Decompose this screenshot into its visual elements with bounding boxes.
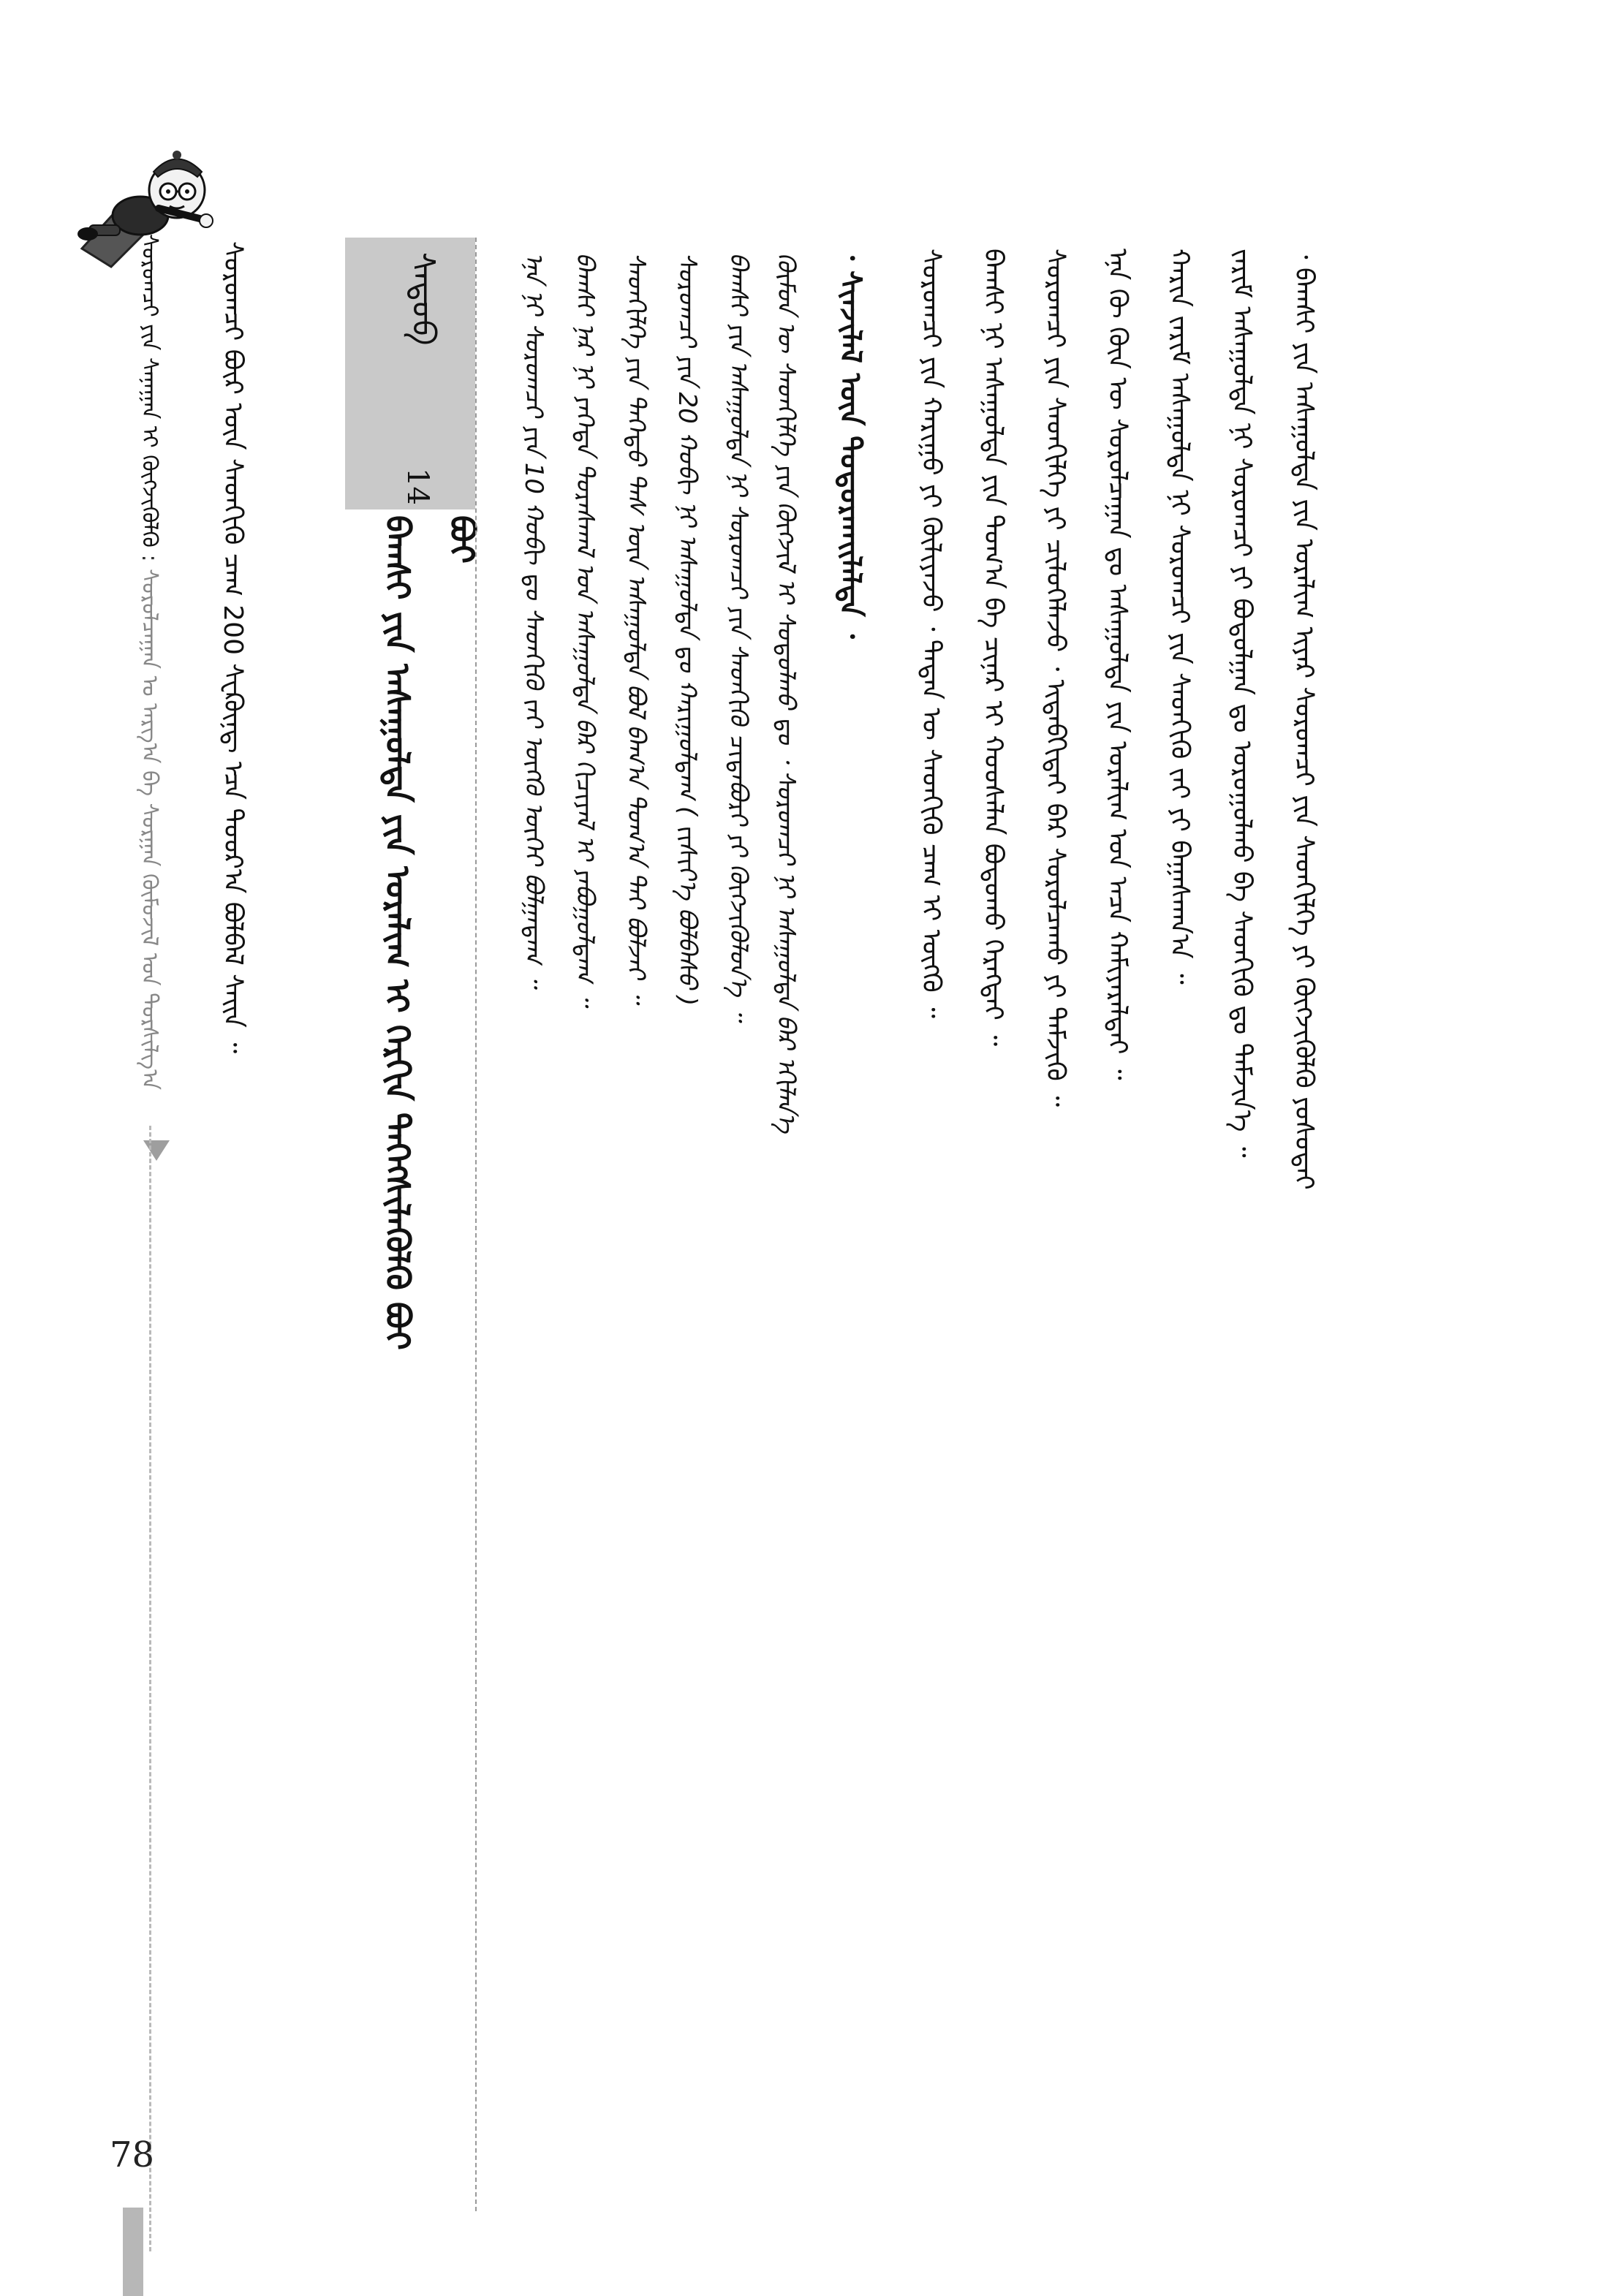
header-divider — [149, 1126, 151, 2251]
page-number: 78 — [110, 2134, 155, 2175]
bullet-heading: ᠂ ᠰᠢᠨᠵᠢᠯᠡᠯ ᠦᠨ ᠲᠣᠳᠣᠷᠬᠠᠢᠯᠠᠯᠲᠠ ᠂ — [833, 249, 867, 639]
body-column-2: ᠪᠠᠭᠰᠢ ᠨᠢ ᠠᠰᠠᠭᠤᠯᠲᠠ ᠶᠢᠨ ᠲᠣᠭ᠎ᠠ ᠪᠠ ᠴᠢᠨᠠᠷ ᠢ ᠬᠣᠣᠰᠠᠯᠠᠨ ᠪᠣᠳᠣᠬᠤ ᠬᠡᠷᠡᠭᠲᠡᠢ ᠃ — [978, 249, 1008, 1047]
closing-column: ᠰᠤᠷᠤᠭᠴᠢ ᠪᠦᠷ ᠦᠨ ᠰᠡᠳᠬᠢᠬᠦ ᠴᠠᠭ 200 ᠰᠸᠺᠦ᠋ᠨ᠋ᠳ᠋ ᠡᠴᠡ ᠳᠣᠣᠷ᠎ᠠ ᠪᠣᠯᠪᠠᠯ ᠰᠠᠢᠨ ᠃ — [218, 241, 248, 1054]
cursive-column-5: ᠪᠠᠭᠰᠢ ᠶᠢᠨ ᠠᠰᠠᠭᠤᠯᠲᠠ ᠨᠢ ᠰᠤᠷᠤᠭᠴᠢ ᠶᠢᠨ ᠰᠡᠳᠬᠢᠬᠦ ᠴᠢᠳᠠᠪᠤᠷᠢ ᠶᠢ ᠬᠥᠭᠵᠢᠭᠦᠯᠦᠨ᠎ᠡ ᠃ — [724, 252, 753, 1021]
body-column-3: ᠰᠤᠷᠤᠭᠴᠢ ᠶᠢᠨ ᠰᠡᠳᠬᠢᠯᠭᠡ ᠶᠢ ᠴᠢᠯᠦᠭᠡᠯᠡᠵᠦ ᠂ ᠢᠳᠡᠪᠬᠢᠲᠡᠢ ᠪᠡᠷ ᠰᠤᠷᠤᠯᠴᠠᠬᠤ ᠶᠢ ᠳᠡᠮᠵᠢᠬᠦ ᠃ — [1040, 249, 1070, 1107]
corner-tab — [123, 2208, 143, 2296]
body-column-7: ᠂ ᠪᠠᠭᠰᠢ ᠶᠢᠨ ᠠᠰᠠᠭᠤᠯᠲᠠ ᠶᠢᠨ ᠤᠷᠠᠯᠢᠭ ᠢᠶᠠᠷ ᠰᠤᠷᠤᠭᠴᠢ ᠶᠢᠨ ᠰᠡᠳᠬᠢᠯᠭᠡ ᠶᠢ ᠬᠥᠭᠵᠢᠭᠦᠯᠬᠦ ᠶᠤᠰᠤᠲᠠᠢ — [1289, 249, 1319, 1190]
running-head: ᠰᠤᠷᠤᠭᠴᠢ ᠶᠢᠨ ᠰᠠᠨᠠᠭᠠᠨ ᠢ ᠬᠥᠭᠵᠢᠭᠦᠯᠬᠦ : ᠰᠤᠷᠤᠯᠴᠠᠭᠠᠨ ᠤ ᠠᠷᠭ᠎ᠠ ᠪᠠ ᠰᠤᠷᠭᠠᠨ ᠬᠦᠮᠦᠵᠢᠯ ᠤᠨ ᠲᠤᠷᠰᠢᠯᠭ᠎ᠠ — [137, 234, 162, 1090]
section-number: 14 — [401, 468, 434, 505]
section-divider — [475, 238, 477, 2211]
body-column-6: ᠵᠠᠷᠢᠮ ᠠᠰᠠᠭᠤᠯᠲᠠ ᠨᠢ ᠰᠤᠷᠤᠭᠴᠢ ᠶᠢ ᠪᠣᠳᠤᠯᠭᠠᠨ ᠳᠤ ᠣᠷᠣᠭᠤᠯᠬᠤ ᠪᠠ ᠰᠡᠳᠬᠢᠬᠦ ᠳᠤ ᠳᠡᠮᠵᠢᠨ᠎ᠡ ᠃ — [1227, 249, 1257, 1158]
section-title-continued: ᠪᠤᠢ — [442, 515, 482, 564]
section-title: ᠪᠠᠭᠰᠢ ᠶᠢᠨ ᠠᠰᠠᠭᠤᠯᠲᠠ ᠶᠢᠨ ᠤᠷᠠᠯᠢᠭ ᠢ ᠬᠡᠷᠬᠢᠨ ᠳᠡᠭᠡᠭᠰᠢᠯᠡᠭᠦᠯᠬᠦ ᠪᠤᠢ — [378, 515, 417, 1350]
cursive-column-2: ᠪᠠᠭᠰᠢ ᠨᠠᠷ ᠨᠢ ᠶᠡᠬᠡᠳᠡ ᠳᠤᠷᠠᠰᠬᠠᠯ ᠤᠨ ᠠᠰᠠᠭᠤᠯᠲᠠ ᠪᠠᠷ ᠬᠢᠴᠢᠶᠡᠯ ᠢ ᠶᠠᠪᠤᠭᠤᠯᠳᠠᠭ ᠃ — [570, 252, 599, 1006]
body-column-5: ᠬᠠᠷᠢᠨ ᠵᠠᠷᠢᠮ ᠠᠰᠠᠭᠤᠯᠲᠠ ᠨᠢ ᠰᠤᠷᠤᠭᠴᠢ ᠶᠢᠨ ᠰᠡᠳᠬᠢᠬᠦ ᠵᠠᠢ ᠶᠢ ᠪᠠᠭᠠᠰᠭᠠᠨ᠎ᠠ ᠃ — [1165, 249, 1195, 985]
play-triangle-icon — [143, 1140, 170, 1161]
body-column-4: ᠡᠨᠡ ᠬᠦ ᠬᠥᠨ ᠦ ᠰᠤᠷᠤᠯᠴᠠᠭᠠᠨ ᠳᠤ ᠠᠰᠠᠭᠤᠯᠲᠠ ᠶᠢᠨ ᠤᠷᠠᠯᠢᠭ ᠤᠨ ᠠᠴᠠ ᠬᠠᠮᠢᠶᠠᠷᠠᠯᠲᠠᠢ ᠃ — [1102, 249, 1132, 1080]
cursive-column-4: ᠰᠤᠷᠤᠭᠴᠢ ᠶᠢᠨ 20 ᠬᠤᠪᠢ ᠨᠢ ᠠᠰᠠᠭᠤᠯᠲᠠ ᠳᠤ ᠬᠠᠷᠢᠭᠤᠯᠳᠠᠭ ( ᠵᠢᠱᠢᠶ᠎ᠡ ᠪᠣᠯᠪᠠᠰᠤ ) — [673, 252, 702, 1007]
running-head-title: ᠰᠤᠷᠤᠭᠴᠢ ᠶᠢᠨ ᠰᠠᠨᠠᠭᠠᠨ ᠢ ᠬᠥᠭᠵᠢᠭᠦᠯᠬᠦ — [137, 234, 162, 548]
section-label: ᠰᠡᠳᠦᠪ — [404, 252, 442, 346]
cursive-column-6: ᠬᠦᠮᠦᠨ ᠦ ᠰᠡᠳᠬᠢᠯᠭᠡ ᠶᠢᠨ ᠬᠥᠭᠵᠢᠯ ᠢ ᠰᠤᠳᠤᠯᠬᠤ ᠳᠤ ᠂ ᠰᠤᠷᠤᠭᠴᠢ ᠨᠢ ᠠᠰᠠᠭᠤᠯᠲᠠ ᠪᠠᠷ ᠡᠬᠢᠯᠡᠨ᠎ᠡ — [771, 252, 801, 1133]
body-column-1: ᠰᠤᠷᠤᠭᠴᠢ ᠶᠢᠨ ᠬᠠᠷᠢᠭᠤ ᠶᠢ ᠬᠦᠯᠢᠶᠡᠵᠦ ᠂ ᠲᠡᠳᠡᠨ ᠦ ᠰᠡᠳᠬᠢᠬᠦ ᠴᠠᠭ ᠢ ᠥᠭᠬᠦ ᠃ — [916, 249, 946, 1018]
cursive-column-1: ᠡᠨᠡ ᠨᠢ ᠰᠤᠷᠤᠭᠴᠢ ᠶᠢᠨ 10 ᠬᠤᠪᠢ ᠳᠤ ᠰᠡᠳᠬᠢᠬᠦ ᠵᠠᠢ ᠥᠭᠬᠦ ᠦᠭᠡᠢ ᠪᠣᠯᠭᠠᠳᠠᠭ ᠃ — [519, 252, 548, 988]
running-head-subtitle: ᠰᠤᠷᠤᠯᠴᠠᠭᠠᠨ ᠤ ᠠᠷᠭ᠎ᠠ ᠪᠠ ᠰᠤᠷᠭᠠᠨ ᠬᠦᠮᠦᠵᠢᠯ ᠤᠨ ᠲᠤᠷᠰᠢᠯᠭ᠎ᠠ — [137, 569, 162, 1090]
cursive-column-3: ᠰᠡᠳᠬᠢᠯᠭᠡ ᠶᠢᠨ ᠳᠡᠭᠡᠳᠦ ᠳᠡᠰ ᠦᠨ ᠠᠰᠠᠭᠤᠯᠲᠠ ᠪᠣᠯ ᠪᠠᠭ᠎ᠠ ᠲᠣᠭ᠎ᠠ ᠲᠠᠢ ᠪᠣᠯᠵᠠᠢ ᠃ — [621, 252, 651, 1004]
